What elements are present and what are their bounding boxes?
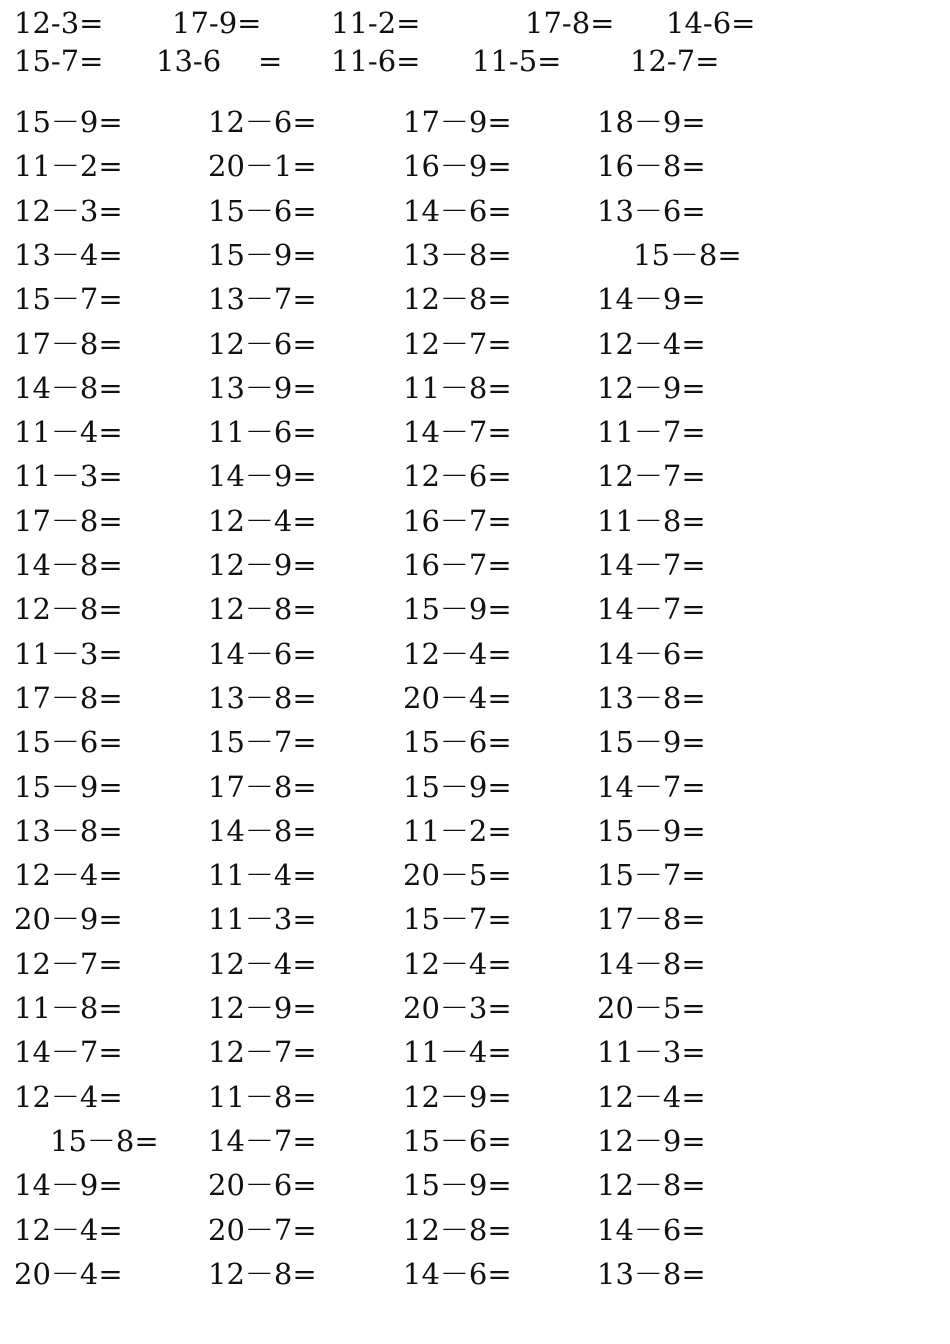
problem-row — [0, 366, 950, 410]
top-problem: 11-6= — [331, 44, 421, 78]
subtraction-problem: 20－4= — [14, 1256, 123, 1291]
subtraction-problem: 13－8= — [14, 813, 123, 848]
subtraction-problem: 14－9= — [14, 1168, 123, 1203]
top-problem-row — [0, 41, 950, 81]
subtraction-problem: 15－6= — [403, 1123, 512, 1158]
subtraction-problem: 12－7= — [208, 1035, 317, 1070]
subtraction-problem: 12－8= — [597, 1168, 706, 1203]
subtraction-problem: 17－8= — [597, 902, 706, 937]
subtraction-problem: 20－3= — [403, 991, 512, 1025]
top-problem: 13-6 = — [156, 44, 283, 78]
subtraction-problem: 11－6= — [208, 415, 317, 450]
top-problem-row — [0, 3, 950, 43]
subtraction-problem: 13－9= — [208, 370, 317, 405]
problem-row — [0, 1075, 950, 1119]
top-problem: 12-7= — [630, 44, 720, 78]
subtraction-problem: 12－4= — [597, 326, 706, 361]
subtraction-problem: 14－6= — [208, 636, 317, 671]
top-problem: 14-6= — [666, 6, 756, 40]
subtraction-problem: 15－6= — [208, 193, 317, 228]
subtraction-problem: 12－7= — [403, 326, 512, 361]
subtraction-problem: 11－8= — [208, 1079, 317, 1114]
subtraction-problem: 15－8= — [50, 1123, 159, 1158]
problem-row — [0, 1030, 950, 1074]
subtraction-problem: 12－4= — [208, 503, 317, 538]
subtraction-problem: 11－8= — [403, 370, 512, 405]
subtraction-problem: 11－2= — [14, 149, 123, 184]
subtraction-problem: 12－3= — [14, 193, 123, 228]
subtraction-problem: 14－6= — [597, 1212, 706, 1247]
subtraction-problem: 16－9= — [403, 149, 512, 184]
problem-row — [0, 543, 950, 587]
problem-row — [0, 189, 950, 233]
subtraction-problem: 13－8= — [208, 680, 317, 715]
problem-row — [0, 1163, 950, 1207]
subtraction-problem: 14－7= — [597, 592, 706, 627]
subtraction-problem: 12－4= — [403, 946, 512, 981]
problem-row — [0, 632, 950, 676]
problem-row — [0, 277, 950, 321]
top-problem: 11-2= — [331, 6, 421, 40]
subtraction-problem: 20－5= — [403, 858, 512, 893]
top-problem: 17-8= — [525, 6, 615, 40]
subtraction-problem: 16－7= — [403, 503, 512, 538]
subtraction-problem: 12－4= — [403, 636, 512, 671]
subtraction-problem: 15－9= — [208, 237, 317, 272]
subtraction-problem: 15－6= — [403, 725, 512, 760]
problem-row — [0, 233, 950, 277]
subtraction-problem: 15－7= — [208, 725, 317, 760]
subtraction-problem: 17－8= — [14, 326, 123, 361]
subtraction-problem: 14－7= — [597, 548, 706, 582]
subtraction-problem: 20－4= — [403, 680, 512, 715]
subtraction-problem: 15－9= — [403, 769, 512, 804]
subtraction-problem: 14－7= — [208, 1123, 317, 1158]
subtraction-problem: 16－8= — [597, 149, 706, 184]
subtraction-problem: 12－4= — [14, 1079, 123, 1114]
subtraction-problem: 13－8= — [403, 237, 512, 272]
problem-row — [0, 322, 950, 366]
subtraction-problem: 14－7= — [403, 415, 512, 450]
subtraction-problem: 13－4= — [14, 237, 123, 272]
subtraction-problem: 11－7= — [597, 415, 706, 450]
subtraction-problem: 12－8= — [208, 592, 317, 627]
problem-row — [0, 454, 950, 498]
subtraction-problem: 20－1= — [208, 149, 317, 184]
subtraction-problem: 12－4= — [208, 946, 317, 981]
subtraction-problem: 14－8= — [14, 370, 123, 405]
problem-row — [0, 942, 950, 986]
subtraction-problem: 14－9= — [597, 282, 706, 317]
subtraction-problem: 13－8= — [597, 680, 706, 715]
subtraction-problem: 17－8= — [208, 769, 317, 804]
problem-row — [0, 1252, 950, 1296]
subtraction-problem: 15－6= — [14, 725, 123, 760]
subtraction-problem: 12－7= — [14, 946, 123, 981]
problem-row — [0, 897, 950, 941]
subtraction-problem: 15－9= — [597, 725, 706, 760]
problem-row — [0, 100, 950, 144]
subtraction-problem: 13－6= — [597, 193, 706, 228]
subtraction-problem: 12－4= — [14, 1212, 123, 1247]
problem-row — [0, 499, 950, 543]
subtraction-problem: 14－8= — [208, 813, 317, 848]
subtraction-problem: 16－7= — [403, 548, 512, 582]
subtraction-problem: 18－9= — [597, 105, 706, 139]
subtraction-problem: 14－9= — [208, 459, 317, 494]
subtraction-problem: 11－3= — [14, 459, 123, 494]
subtraction-problem: 15－9= — [403, 592, 512, 627]
subtraction-problem: 14－6= — [597, 636, 706, 671]
subtraction-problem: 11－3= — [597, 1035, 706, 1070]
subtraction-problem: 15－8= — [633, 237, 742, 272]
subtraction-problem: 11－2= — [403, 813, 512, 848]
subtraction-problem: 12－8= — [403, 1212, 512, 1247]
problem-row — [0, 720, 950, 764]
subtraction-problem: 20－7= — [208, 1212, 317, 1247]
subtraction-problem: 12－4= — [14, 858, 123, 893]
subtraction-problem: 15－9= — [403, 1168, 512, 1203]
problem-row — [0, 1208, 950, 1252]
subtraction-problem: 12－8= — [14, 592, 123, 627]
subtraction-problem: 11－4= — [403, 1035, 512, 1070]
subtraction-problem: 12－9= — [208, 548, 317, 582]
problem-row — [0, 1119, 950, 1163]
subtraction-problem: 12－9= — [208, 991, 317, 1025]
top-problem: 12-3= — [14, 6, 104, 40]
top-problem: 11-5= — [472, 44, 562, 78]
subtraction-problem: 11－4= — [14, 415, 123, 450]
subtraction-problem: 14－6= — [403, 193, 512, 228]
subtraction-problem: 12－9= — [597, 1123, 706, 1158]
top-problem: 17-9= — [172, 6, 262, 40]
subtraction-problem: 11－3= — [208, 902, 317, 937]
subtraction-problem: 11－3= — [14, 636, 123, 671]
subtraction-problem: 11－8= — [14, 991, 123, 1025]
subtraction-problem: 14－7= — [14, 1035, 123, 1070]
subtraction-problem: 15－7= — [14, 282, 123, 317]
subtraction-problem: 13－8= — [597, 1256, 706, 1291]
subtraction-problem: 20－9= — [14, 902, 123, 937]
problem-row — [0, 410, 950, 454]
problem-row — [0, 765, 950, 809]
subtraction-problem: 14－8= — [14, 548, 123, 582]
problem-row — [0, 853, 950, 897]
subtraction-problem: 12－6= — [208, 326, 317, 361]
subtraction-problem: 17－8= — [14, 680, 123, 715]
subtraction-problem: 12－6= — [403, 459, 512, 494]
subtraction-problem: 14－6= — [403, 1256, 512, 1291]
problem-row — [0, 809, 950, 853]
subtraction-problem: 15－7= — [403, 902, 512, 937]
subtraction-problem: 12－9= — [403, 1079, 512, 1114]
subtraction-problem: 17－8= — [14, 503, 123, 538]
problem-row — [0, 676, 950, 720]
subtraction-problem: 12－9= — [597, 370, 706, 405]
subtraction-problem: 12－6= — [208, 105, 317, 139]
problem-row — [0, 587, 950, 631]
subtraction-problem: 11－8= — [597, 503, 706, 538]
top-problem: 15-7= — [14, 44, 104, 78]
subtraction-problem: 12－8= — [403, 282, 512, 317]
subtraction-problem: 12－4= — [597, 1079, 706, 1114]
subtraction-problem: 15－9= — [14, 105, 123, 139]
subtraction-problem: 12－7= — [597, 459, 706, 494]
subtraction-problem: 15－9= — [14, 769, 123, 804]
subtraction-problem: 17－9= — [403, 105, 512, 139]
subtraction-problem: 13－7= — [208, 282, 317, 317]
problem-row — [0, 144, 950, 188]
subtraction-problem: 20－5= — [597, 991, 706, 1025]
subtraction-problem: 15－7= — [597, 858, 706, 893]
subtraction-problem: 14－8= — [597, 946, 706, 981]
problem-row — [0, 986, 950, 1030]
subtraction-problem: 12－8= — [208, 1256, 317, 1291]
subtraction-problem: 15－9= — [597, 813, 706, 848]
subtraction-problem: 20－6= — [208, 1168, 317, 1203]
subtraction-problem: 11－4= — [208, 858, 317, 893]
subtraction-problem: 14－7= — [597, 769, 706, 804]
